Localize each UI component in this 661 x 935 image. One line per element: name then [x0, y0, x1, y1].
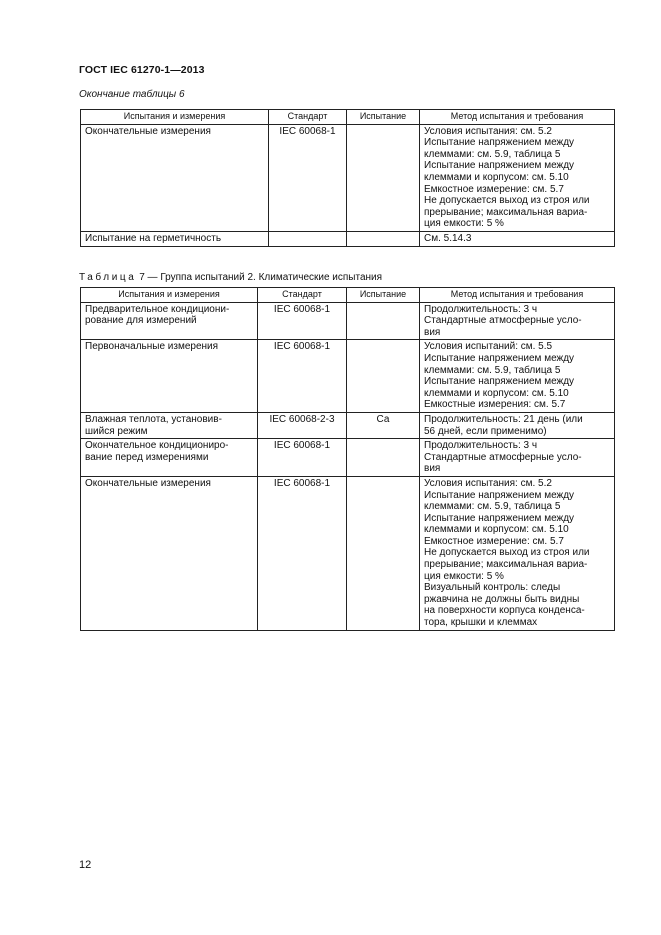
- cell-text-line: Емкостное измерение: см. 5.7: [424, 535, 564, 547]
- table6-body: [81, 124, 615, 246]
- cell-method: [420, 231, 615, 246]
- cell-text-line: Условия испытаний: см. 5.5: [424, 341, 553, 353]
- table7-caption-number: 7: [139, 272, 145, 283]
- cell-text-line: ция емкости: 5 %: [424, 218, 504, 230]
- table7-body: [81, 302, 615, 630]
- cell-standard: IEC 60068-1: [258, 340, 347, 413]
- cell-method: [420, 124, 615, 231]
- cell-standard: IEC 60068-1: [269, 124, 347, 231]
- table7-caption: [79, 272, 382, 283]
- cell-text-line: Окончательные измерения: [85, 125, 211, 137]
- cell-standard: IEC 60068-1: [258, 476, 347, 630]
- document-code-header: ГОСТ IEC 61270-1—2013: [79, 64, 205, 76]
- table7-caption-label: Таблица: [79, 272, 137, 283]
- col-header-method: Метод испытания и требования: [420, 288, 615, 303]
- cell-text-line: Испытание напряжением между: [424, 352, 575, 364]
- cell-text-line: шийся режим: [85, 425, 148, 437]
- cell-text-line: Продолжительность: 3 ч: [424, 303, 538, 315]
- col-header-standard: Стандарт: [269, 110, 347, 125]
- table-row: [81, 302, 615, 340]
- cell-test-code: Са: [347, 412, 420, 438]
- cell-standard: IEC 60068-2-3: [258, 412, 347, 438]
- col-header-standard: Стандарт: [258, 288, 347, 303]
- cell-test-code: [347, 476, 420, 630]
- cell-test-name: [81, 476, 258, 630]
- cell-text-line: Предварительное кондициони-: [85, 303, 230, 315]
- cell-text-line: клеммами: см. 5.9, таблица 5: [424, 364, 561, 376]
- cell-text-line: ция емкости: 5 %: [424, 570, 504, 582]
- cell-text-line: ржавчина не должны быть видны: [424, 593, 580, 605]
- cell-text-line: клеммами и корпусом: см. 5.10: [424, 171, 569, 183]
- cell-method: [420, 439, 615, 477]
- cell-text-line: 56 дней, если применимо): [424, 425, 547, 437]
- cell-text-line: рование для измерений: [85, 315, 197, 327]
- cell-text-line: Условия испытания: см. 5.2: [424, 477, 552, 489]
- cell-test-code: [347, 340, 420, 413]
- cell-text-line: Окончательные измерения: [85, 477, 211, 489]
- cell-text-line: Испытание напряжением между: [424, 160, 575, 172]
- cell-text-line: Испытание напряжением между: [424, 376, 575, 388]
- cell-test-code: [347, 439, 420, 477]
- cell-standard: [269, 231, 347, 246]
- cell-text-line: Емкостное измерение: см. 5.7: [424, 183, 564, 195]
- table6-header-row: [81, 110, 615, 125]
- cell-text-line: клеммами: см. 5.9, таблица 5: [424, 501, 561, 513]
- cell-text-line: Стандартные атмосферные усло-: [424, 451, 582, 463]
- cell-text-line: Влажная теплота, установив-: [85, 413, 222, 425]
- table6-continuation-label: Окончание таблицы 6: [79, 89, 185, 100]
- cell-text-line: клеммами и корпусом: см. 5.10: [424, 387, 569, 399]
- cell-text-line: См. 5.14.3: [424, 232, 472, 244]
- cell-test-code: [347, 302, 420, 340]
- cell-text-line: Визуальный контроль: следы: [424, 582, 561, 594]
- cell-method: [420, 476, 615, 630]
- cell-method: [420, 412, 615, 438]
- cell-text-line: Емкостные измерения: см. 5.7: [424, 399, 566, 411]
- cell-text-line: Первоначальные измерения: [85, 341, 219, 353]
- cell-text-line: Продолжительность: 3 ч: [424, 440, 538, 452]
- cell-standard: IEC 60068-1: [258, 439, 347, 477]
- cell-text-line: вание перед измерениями: [85, 451, 209, 463]
- cell-text-line: клеммами и корпусом: см. 5.10: [424, 524, 569, 536]
- table-row: [81, 340, 615, 413]
- cell-method: [420, 302, 615, 340]
- cell-test-code: [347, 231, 420, 246]
- table-7: [80, 287, 615, 631]
- table-row: [81, 439, 615, 477]
- cell-test-name: [81, 124, 269, 231]
- table-row: [81, 412, 615, 438]
- cell-method: [420, 340, 615, 413]
- cell-text-line: Не допускается выход из строя или: [424, 195, 590, 207]
- table7-header-row: [81, 288, 615, 303]
- cell-text-line: Испытание напряжением между: [424, 512, 575, 524]
- cell-text-line: Стандартные атмосферные усло-: [424, 315, 582, 327]
- cell-test-name: [81, 439, 258, 477]
- col-header-tests: Испытания и измерения: [81, 110, 269, 125]
- cell-test-name: [81, 340, 258, 413]
- cell-test-name: [81, 231, 269, 246]
- table-row: [81, 476, 615, 630]
- cell-text-line: Испытание на герметичность: [85, 232, 222, 244]
- cell-test-name: [81, 302, 258, 340]
- cell-test-code: [347, 124, 420, 231]
- table-row: [81, 124, 615, 231]
- col-header-tests: Испытания и измерения: [81, 288, 258, 303]
- cell-text-line: Испытание напряжением между: [424, 489, 575, 501]
- cell-text-line: Не допускается выход из строя или: [424, 547, 590, 559]
- table-6: [80, 109, 615, 247]
- col-header-test: Испытание: [347, 110, 420, 125]
- cell-text-line: тора, крышки и клеммах: [424, 617, 538, 629]
- cell-text-line: клеммами: см. 5.9, таблица 5: [424, 148, 561, 160]
- cell-text-line: Испытание напряжением между: [424, 137, 575, 149]
- cell-text-line: Условия испытания: см. 5.2: [424, 125, 552, 137]
- cell-text-line: на поверхности корпуса конденса-: [424, 605, 585, 617]
- cell-text-line: прерывание; максимальная вариа-: [424, 559, 588, 571]
- table7-caption-text: — Группа испытаний 2. Климатические испытания: [147, 272, 383, 283]
- cell-text-line: вия: [424, 326, 441, 338]
- page-number: 12: [79, 859, 92, 871]
- cell-test-name: [81, 412, 258, 438]
- cell-text-line: Продолжительность: 21 день (или: [424, 413, 583, 425]
- cell-text-line: вия: [424, 463, 441, 475]
- col-header-test: Испытание: [347, 288, 420, 303]
- cell-text-line: прерывание; максимальная вариа-: [424, 206, 588, 218]
- cell-text-line: Окончательное кондициониро-: [85, 440, 229, 452]
- table-row: [81, 231, 615, 246]
- col-header-method: Метод испытания и требования: [420, 110, 615, 125]
- cell-standard: IEC 60068-1: [258, 302, 347, 340]
